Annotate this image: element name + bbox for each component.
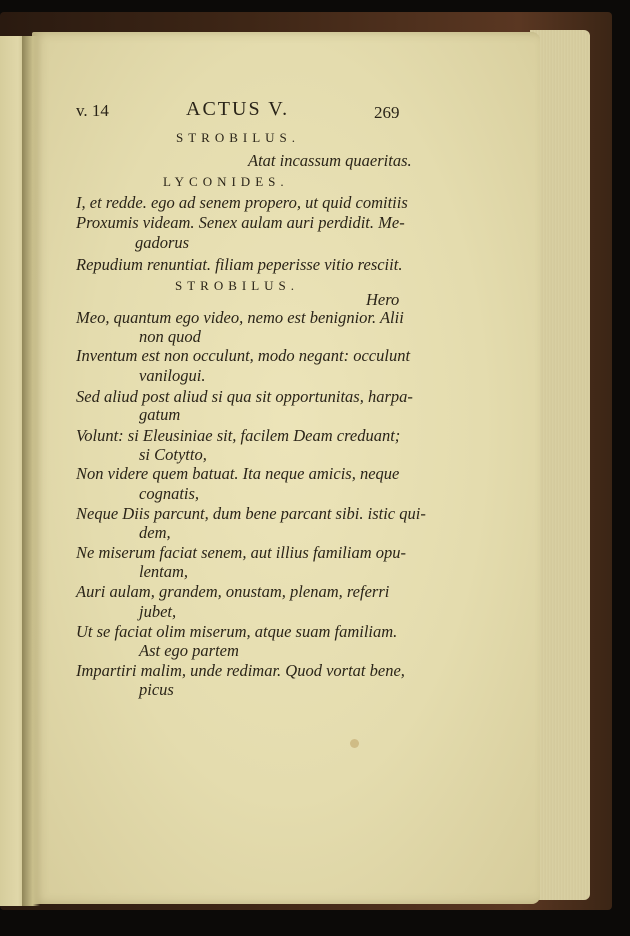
verse-continuation: vanilogui. xyxy=(139,366,206,385)
verse-line: Non videre quem batuat. Ita neque amicis, neque xyxy=(76,464,400,483)
verse-line: Repudium renuntiat. filiam peperisse vitio resciit. xyxy=(76,255,403,274)
verse-continuation: gatum xyxy=(139,405,181,424)
verse-line: Sed aliud post aliud si qua sit opportunitas, harpa- xyxy=(76,387,413,406)
speaker-name: STROBILUS. xyxy=(176,130,301,145)
verse-line: Ne miserum faciat senem, aut illius familiam opu- xyxy=(76,543,406,562)
verse-line: Ut se faciat olim miserum, atque suam familiam. xyxy=(76,622,398,641)
book-page xyxy=(32,32,540,904)
speaker-name: STROBILUS. xyxy=(175,278,300,293)
verse-continuation: jubet, xyxy=(139,602,177,621)
verse-continuation: Ast ego partem xyxy=(139,641,239,660)
page-gutter xyxy=(22,36,40,906)
verse-line: Atat incassum quaeritas. xyxy=(248,151,412,170)
verse-continuation: dem, xyxy=(139,523,171,542)
verse-continuation: non quod xyxy=(139,327,201,346)
verse-line: I, et redde. ego ad senem propero, ut quid comitiis xyxy=(76,193,408,212)
foxing-spot xyxy=(350,739,359,748)
verse-continuation: picus xyxy=(139,680,174,699)
speaker-name: LYCONIDES. xyxy=(163,174,289,189)
verse-continuation: si Cotytto, xyxy=(139,445,207,464)
signature-mark: v. 14 xyxy=(76,101,109,120)
verse-line: Proxumis videam. Senex aulam auri perdidit. Me- xyxy=(76,213,405,232)
verse-continuation: gadorus xyxy=(135,233,190,252)
verse-line: Inventum est non occulunt, modo negant: occulunt xyxy=(76,346,411,365)
verse-fragment: Hero xyxy=(366,290,400,309)
verse-line: Volunt: si Eleusiniae sit, facilem Deam creduant; xyxy=(76,426,401,445)
verse-line: Impartiri malim, unde redimar. Quod vortat bene, xyxy=(76,661,405,680)
verse-continuation: lentam, xyxy=(139,562,189,581)
verse-line: Auri aulam, grandem, onustam, plenam, referri xyxy=(76,582,390,601)
verse-line: Meo, quantum ego video, nemo est benignior. Alii xyxy=(76,308,404,327)
verse-line: Neque Diis parcunt, dum bene parcant sibi. istic qui- xyxy=(76,504,426,523)
verse-continuation: cognatis, xyxy=(139,484,200,503)
page-number: 269 xyxy=(374,103,400,122)
running-title: ACTUS V. xyxy=(186,98,290,120)
